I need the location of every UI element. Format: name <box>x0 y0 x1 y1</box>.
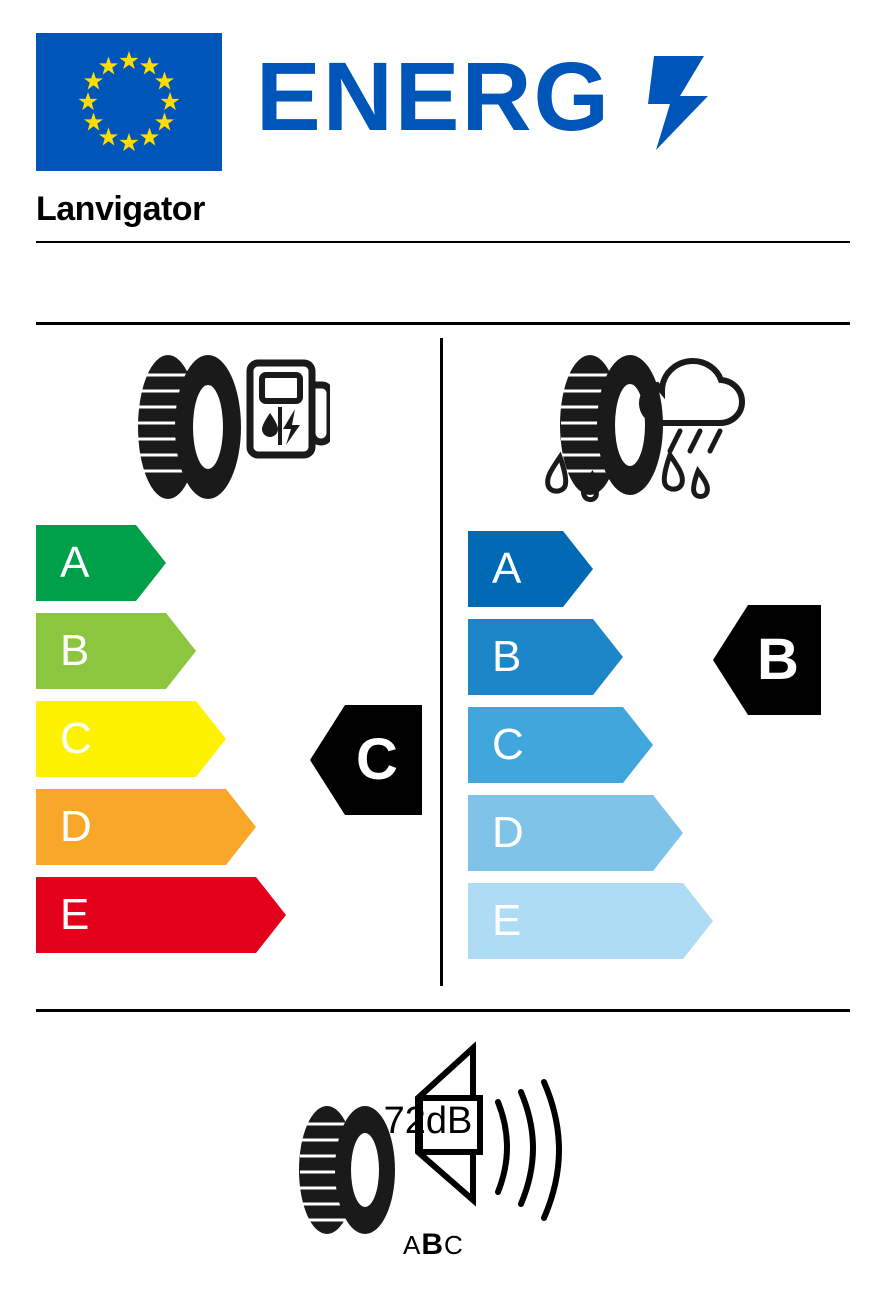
grip-grade-letter-a: A <box>492 544 522 593</box>
noise-value: 72dB <box>383 1100 473 1142</box>
brand-name: Lanvigator <box>36 190 205 228</box>
noise-class-a: A <box>403 1230 422 1260</box>
fuel-result-arrow <box>310 705 422 820</box>
fuel-result-letter: C <box>356 727 398 792</box>
label-header <box>36 32 850 172</box>
grip-grade-letter-c: C <box>492 720 524 769</box>
noise-class-c: C <box>444 1230 464 1260</box>
grip-grade-letter-e: E <box>492 896 522 945</box>
energy-wordmark <box>256 32 726 172</box>
grip-result-arrow <box>713 605 821 720</box>
tyre-fuel-pump-icon <box>120 345 330 515</box>
eu-flag <box>36 33 222 171</box>
svg-text:ENERG: ENERG <box>256 52 611 151</box>
noise-class-b-selected: B <box>421 1228 445 1261</box>
grip-result-letter: B <box>757 627 799 692</box>
divider-brand <box>36 241 850 243</box>
noise-class-indicator <box>403 1228 464 1262</box>
fuel-grade-letter-d: D <box>60 802 92 851</box>
fuel-grade-letter-e: E <box>60 890 90 939</box>
fuel-grade-letter-a: A <box>60 538 90 587</box>
fuel-grade-letter-b: B <box>60 626 90 675</box>
grip-grade-letter-d: D <box>492 808 524 857</box>
fuel-grade-letter-c: C <box>60 714 92 763</box>
divider-vertical <box>440 338 443 986</box>
grip-grade-letter-b: B <box>492 632 522 681</box>
tyre-rain-cloud-icon <box>520 345 750 515</box>
divider-bottom <box>36 1009 850 1012</box>
divider-top <box>36 322 850 325</box>
